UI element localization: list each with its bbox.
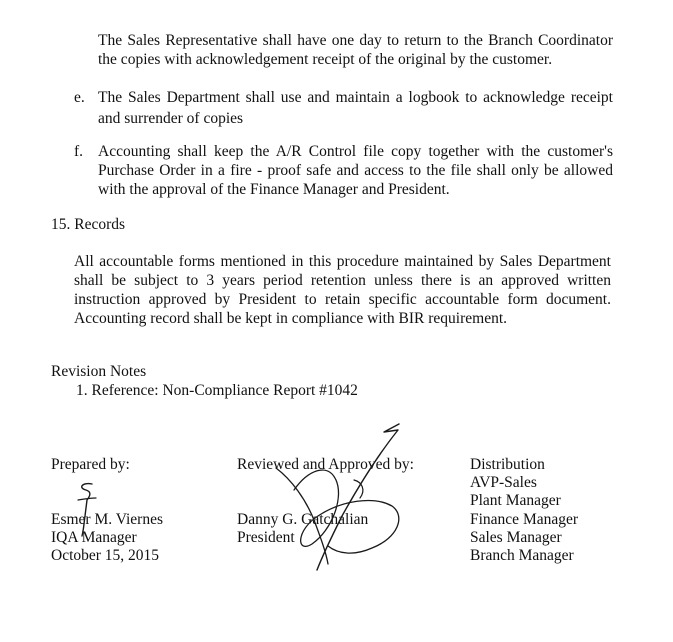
- records-paragraph: [74, 252, 611, 328]
- prepared-by-date: October 15, 2015: [51, 547, 160, 564]
- prepared-by-name: Esmer M. Viernes: [51, 511, 163, 528]
- item-e-line: The Sales Department shall use and maintain a logbook to acknowledge receipt: [98, 89, 613, 106]
- prepared-by-signature: [70, 478, 110, 538]
- distribution-item: Finance Manager: [470, 511, 579, 528]
- item-e-marker: e.: [74, 89, 85, 106]
- reviewed-by-title: President: [237, 529, 295, 546]
- distribution-label: Distribution: [470, 456, 545, 473]
- prepared-by-label: Prepared by:: [51, 456, 130, 473]
- distribution-item: Branch Manager: [470, 547, 574, 564]
- revision-notes-heading: Revision Notes: [51, 363, 147, 380]
- prepared-by-title: IQA Manager: [51, 529, 137, 546]
- item-e-line: and surrender of copies: [98, 110, 244, 127]
- item-f-text: [98, 142, 613, 199]
- distribution-item: Plant Manager: [470, 492, 561, 509]
- item-f-line: with the approval of the Finance Manager and President.: [98, 181, 450, 198]
- distribution-item: AVP-Sales: [470, 474, 537, 491]
- intro-line: The Sales Representative shall have one day to return to the Branch Coordinator: [98, 32, 613, 49]
- reviewed-by-signature: [262, 420, 432, 580]
- records-line: All accountable forms mentioned in this procedure maintained by Sales Department: [74, 253, 611, 270]
- item-e-text: [98, 88, 613, 128]
- item-f-line: Purchase Order in a fire - proof safe and access to the file shall only be allowed: [98, 162, 613, 179]
- records-line: instruction approved by President to retain specific accountable form document.: [74, 291, 611, 308]
- revision-note-item: 1. Reference: Non-Compliance Report #1042: [76, 382, 358, 399]
- item-f-line: Accounting shall keep the A/R Control file copy together with the customer's: [98, 143, 613, 160]
- records-line: Accounting record shall be kept in compliance with BIR requirement.: [74, 310, 508, 327]
- intro-line: the copies with acknowledgement receipt of the original by the customer.: [98, 51, 553, 68]
- item-f-marker: f.: [74, 143, 84, 160]
- intro-paragraph: [98, 31, 613, 69]
- reviewed-by-name: Danny G. Gatchalian: [237, 511, 369, 528]
- records-line: shall be subject to 3 years period retention unless there is an approved written: [74, 272, 611, 289]
- records-heading: 15. Records: [51, 216, 126, 233]
- reviewed-by-label: Reviewed and Approved by:: [237, 456, 414, 473]
- distribution-item: Sales Manager: [470, 529, 562, 546]
